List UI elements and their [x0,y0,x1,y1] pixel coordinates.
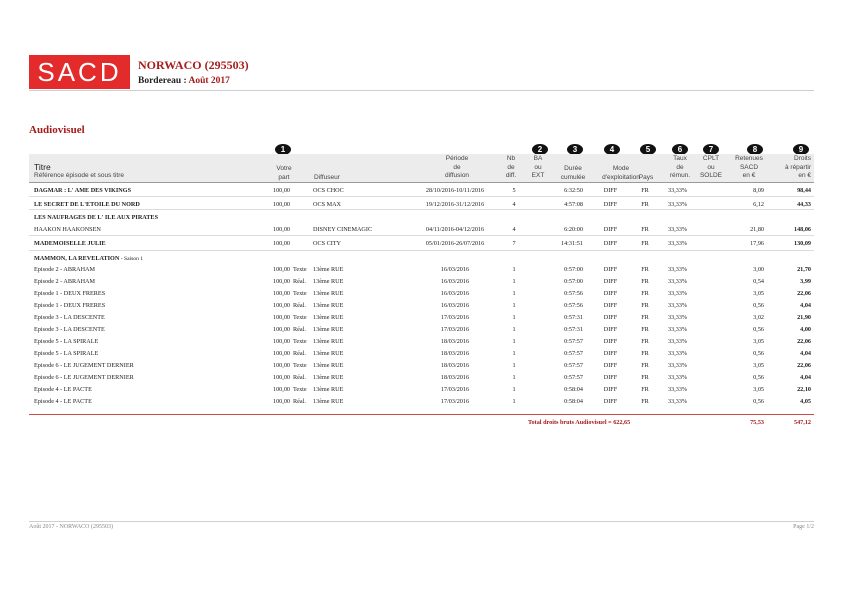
column-marker-5: 5 [640,144,656,155]
col-pays: Pays [638,174,654,181]
cell-title-season: - Saison 1 [119,256,144,262]
cell-nb-diff: 1 [512,266,516,273]
cell-title [34,266,95,274]
cell-title-text: Episode 3 - LA DESCENTE [34,326,105,333]
cell-periode: 18/03/2016 [440,350,470,357]
cell-taux: 33,33% [668,302,688,309]
cell-title-text: LE SECRET DE L'ETOILE DU NORD [34,201,140,208]
col-title: Titre [34,162,51,172]
row-divider [29,250,814,251]
cell-type: Réal. [293,374,306,381]
cell-retenues: 8,09 [753,187,764,194]
cell-taux: 33,33% [668,290,688,297]
cell-diffuseur: OCS CHOC [313,187,344,194]
cell-retenues: 0,56 [753,326,764,333]
cell-taux: 33,33% [668,187,688,194]
cell-droits: 22,06 [797,338,811,345]
cell-title-text: Episode 1 - DEUX FRERES [34,290,106,297]
cell-retenues: 3,05 [753,338,764,345]
cell-title-text: Episode 6 - LE JUGEMENT DERNIER [34,374,134,381]
col-title-sub: Référence épisode et sous titre [34,172,124,179]
column-marker-2: 2 [532,144,548,155]
cell-taux: 33,33% [668,362,688,369]
cell-nb-diff: 4 [512,226,516,233]
cell-type: Texte [293,338,307,345]
cell-droits: 148,06 [793,226,811,233]
cell-diffuseur: 13ème RUE [313,386,344,393]
cell-mode: DIFF [603,266,618,273]
cell-mode: DIFF [603,226,618,233]
column-marker-6: 6 [672,144,688,155]
cell-title [34,386,92,394]
cell-title-text: Episode 6 - LE JUGEMENT DERNIER [34,362,134,369]
cell-type: Texte [293,314,307,321]
cell-duree: 0:57:00 [564,278,583,285]
cell-diffuseur: OCS MAX [313,201,342,208]
cell-retenues: 0,56 [753,302,764,309]
cell-title-text: Episode 4 - LE PACTE [34,386,92,393]
cell-title-text: Episode 5 - LA SPIRALE [34,338,99,345]
cell-nb-diff: 1 [512,338,516,345]
cell-diffuseur: 13ème RUE [313,290,344,297]
cell-droits: 4,04 [800,350,811,357]
cell-title-text: Episode 2 - ABRAHAM [34,278,96,285]
cell-nb-diff: 1 [512,398,516,405]
cell-title [34,201,140,209]
cell-nb-diff: 1 [512,302,516,309]
cell-votre-part: 100,00 [272,398,290,405]
cell-droits: 44,33 [797,201,811,208]
cell-taux: 33,33% [668,266,688,273]
cell-nb-diff: 1 [512,350,516,357]
cell-droits: 130,09 [793,240,811,247]
cell-nb-diff: 1 [512,386,516,393]
cell-type: Réal. [293,302,306,309]
cell-votre-part: 100,00 [272,187,290,194]
cell-diffuseur: 13ème RUE [313,338,344,345]
cell-type: Réal. [293,398,306,405]
cell-taux: 33,33% [668,338,688,345]
cell-taux: 33,33% [668,386,688,393]
cell-duree: 14:31:51 [560,240,583,247]
cell-nb-diff: 1 [512,326,516,333]
cell-votre-part: 100,00 [272,326,290,333]
cell-mode: DIFF [603,290,618,297]
cell-duree: 0:57:00 [564,266,583,273]
col-ba-ext: BA ou EXT [531,155,545,179]
cell-mode: DIFF [603,302,618,309]
cell-nb-diff: 1 [512,362,516,369]
cell-nb-diff: 1 [512,290,516,297]
cell-mode: DIFF [603,314,618,321]
cell-duree: 0:57:56 [564,290,583,297]
cell-periode: 17/03/2016 [440,386,470,393]
cell-nb-diff: 5 [512,187,516,194]
bordereau-line [138,76,230,86]
cell-pays: FR [641,326,649,333]
cell-pays: FR [641,386,649,393]
col-nb-diff: Nb de diff. [505,155,517,179]
cell-retenues: 3,05 [753,362,764,369]
cell-title [34,374,134,382]
column-marker-7: 7 [703,144,719,155]
cell-pays: FR [641,240,649,247]
cell-pays: FR [641,201,649,208]
cell-diffuseur: 13ème RUE [313,314,344,321]
cell-pays: FR [641,350,649,357]
cell-taux: 33,33% [668,226,688,233]
cell-periode: 28/10/2016-10/11/2016 [425,187,485,194]
cell-title [34,314,105,322]
cell-title-text: HAAKON HAAKONSEN [34,226,101,233]
cell-pays: FR [641,302,649,309]
cell-title-text: LES NAUFRAGES DE L' ILE AUX PIRATES [34,214,159,221]
cell-type: Réal. [293,326,306,333]
column-marker-9: 9 [793,144,809,155]
total-divider [29,414,814,415]
cell-droits: 4,04 [800,374,811,381]
cell-pays: FR [641,374,649,381]
cell-droits: 22,06 [797,290,811,297]
cell-title-text: Episode 1 - DEUX FRERES [34,302,106,309]
cell-retenues: 3,00 [753,266,764,273]
total-retenues: 75,53 [750,419,764,426]
cell-droits: 98,44 [797,187,811,194]
col-taux: Taux de rémun. [669,155,691,179]
cell-diffuseur: 13ème RUE [313,326,344,333]
cell-title [34,362,134,370]
cell-mode: DIFF [603,374,618,381]
cell-retenues: 0,54 [753,278,764,285]
cell-retenues: 17,96 [750,240,764,247]
cell-pays: FR [641,290,649,297]
cell-periode: 05/01/2016-26/07/2016 [425,240,485,247]
cell-diffuseur: 13ème RUE [313,374,344,381]
cell-mode: DIFF [603,350,618,357]
cell-title-text: MADEMOISELLE JULIE [34,240,106,247]
cell-votre-part: 100,00 [272,386,290,393]
cell-periode: 19/12/2016-31/12/2016 [425,201,485,208]
cell-taux: 33,33% [668,240,688,247]
cell-votre-part: 100,00 [272,266,290,273]
cell-diffuseur: 13ème RUE [313,350,344,357]
cell-mode: DIFF [603,278,618,285]
cell-taux: 33,33% [668,201,688,208]
cell-droits: 4,00 [800,326,811,333]
cell-type: Texte [293,266,307,273]
cell-retenues: 3,05 [753,386,764,393]
cell-mode: DIFF [603,201,618,208]
cell-periode: 18/03/2016 [440,338,470,345]
cell-retenues: 0,56 [753,374,764,381]
cell-periode: 18/03/2016 [440,362,470,369]
cell-retenues: 3,05 [753,290,764,297]
cell-mode: DIFF [603,386,618,393]
column-marker-8: 8 [747,144,763,155]
cell-diffuseur: 13ème RUE [313,278,344,285]
total-droits: 547,12 [793,419,811,426]
row-divider [29,235,814,236]
cell-title-text: Episode 2 - ABRAHAM [34,266,96,273]
col-diffuseur: Diffuseur [314,174,340,181]
cell-votre-part: 100,00 [272,278,290,285]
footer-divider [29,521,814,522]
cell-periode: 04/11/2016-04/12/2016 [425,226,485,233]
cell-droits: 4,05 [800,398,811,405]
cell-type: Texte [293,290,307,297]
footer-page: Page 1/2 [793,524,814,530]
footer-left: Août 2017 - NORWACO (295503) [29,524,113,530]
cell-type: Texte [293,362,307,369]
cell-periode: 16/03/2016 [440,302,470,309]
cell-pays: FR [641,266,649,273]
cell-duree: 0:57:31 [564,314,583,321]
cell-taux: 33,33% [668,314,688,321]
cell-diffuseur: 13ème RUE [313,398,344,405]
cell-type: Texte [293,386,307,393]
cell-title [34,187,131,195]
cell-retenues: 0,56 [753,398,764,405]
cell-title [34,338,98,346]
cell-diffuseur: DISNEY CINEMAGIC [313,226,373,233]
cell-title [34,350,98,358]
row-divider [29,196,814,197]
cell-duree: 0:57:31 [564,326,583,333]
cell-periode: 16/03/2016 [440,290,470,297]
col-periode: Période de diffusion [444,155,470,179]
column-marker-1: 1 [275,144,291,155]
column-marker-3: 3 [567,144,583,155]
org-name: NORWACO (295503) [138,58,249,72]
cell-duree: 6:32:50 [564,187,583,194]
cell-votre-part: 100,00 [272,374,290,381]
cell-nb-diff: 4 [512,201,516,208]
cell-periode: 18/03/2016 [440,374,470,381]
cell-mode: DIFF [603,187,618,194]
cell-droits: 22,06 [797,362,811,369]
cell-pays: FR [641,398,649,405]
cell-periode: 16/03/2016 [440,278,470,285]
col-mode: Mode d'exploitation [602,165,640,181]
cell-title [34,290,105,298]
cell-nb-diff: 1 [512,314,516,321]
cell-taux: 33,33% [668,398,688,405]
cell-periode: 17/03/2016 [440,314,470,321]
cell-taux: 33,33% [668,374,688,381]
cell-title [34,214,158,222]
cell-title-text: DAGMAR : L' AME DES VIKINGS [34,187,132,194]
cell-taux: 33,33% [668,326,688,333]
cell-votre-part: 100,00 [272,350,290,357]
col-cplt: CPLT ou SOLDE [699,155,723,179]
cell-title [34,398,92,406]
cell-votre-part: 100,00 [272,240,290,247]
cell-mode: DIFF [603,338,618,345]
cell-droits: 4,04 [800,302,811,309]
cell-taux: 33,33% [668,350,688,357]
cell-title [34,226,101,234]
cell-periode: 17/03/2016 [440,326,470,333]
cell-diffuseur: 13ème RUE [313,266,344,273]
cell-droits: 22,10 [797,386,811,393]
cell-diffuseur: 13ème RUE [313,362,344,369]
cell-diffuseur: OCS CITY [313,240,342,247]
section-title: Audiovisuel [29,124,85,136]
cell-duree: 0:58:04 [564,386,583,393]
cell-duree: 0:57:57 [564,338,583,345]
cell-title-text: Episode 4 - LE PACTE [34,398,92,405]
cell-taux: 33,33% [668,278,688,285]
cell-pays: FR [641,187,649,194]
cell-retenues: 3,02 [753,314,764,321]
cell-votre-part: 100,00 [272,201,290,208]
cell-title-text: Episode 5 - LA SPIRALE [34,350,99,357]
cell-nb-diff: 1 [512,374,516,381]
cell-pays: FR [641,338,649,345]
cell-votre-part: 100,00 [272,226,290,233]
column-marker-4: 4 [604,144,620,155]
cell-nb-diff: 7 [512,240,516,247]
cell-duree: 0:57:57 [564,362,583,369]
cell-retenues: 0,56 [753,350,764,357]
col-duree: Durée cumulée [560,165,586,181]
cell-diffuseur: 13ème RUE [313,302,344,309]
cell-title [34,255,143,263]
bordereau-period: Août 2017 [188,76,230,86]
cell-droits: 21,70 [797,266,811,273]
cell-droits: 21,90 [797,314,811,321]
col-droits: Droits à répartir en € [784,155,811,179]
cell-pays: FR [641,278,649,285]
cell-votre-part: 100,00 [272,338,290,345]
cell-duree: 0:58:04 [564,398,583,405]
sacd-logo: SACD [29,55,130,89]
cell-retenues: 6,12 [753,201,764,208]
cell-duree: 0:57:56 [564,302,583,309]
cell-periode: 16/03/2016 [440,266,470,273]
cell-type: Réal. [293,350,306,357]
col-votre-part: Votre part [276,165,292,181]
cell-duree: 0:57:57 [564,374,583,381]
cell-votre-part: 100,00 [272,314,290,321]
cell-title-text: MAMMON, LA REVELATION [34,255,120,262]
cell-duree: 4:57:08 [564,201,583,208]
cell-mode: DIFF [603,326,618,333]
cell-title-text: Episode 3 - LA DESCENTE [34,314,105,321]
cell-title [34,302,105,310]
cell-duree: 0:57:57 [564,350,583,357]
cell-nb-diff: 1 [512,278,516,285]
cell-pays: FR [641,362,649,369]
cell-votre-part: 100,00 [272,362,290,369]
row-divider [29,209,814,210]
cell-title [34,326,105,334]
cell-votre-part: 100,00 [272,302,290,309]
cell-retenues: 21,80 [750,226,764,233]
header-divider [29,90,814,91]
cell-type: Réal. [293,278,306,285]
cell-droits: 3,99 [800,278,811,285]
cell-duree: 6:20:00 [564,226,583,233]
cell-title [34,240,106,248]
cell-mode: DIFF [603,398,618,405]
cell-title [34,278,95,286]
total-label: Total droits bruts Audiovisuel = 622,65 [528,419,631,426]
table-header [29,154,814,183]
cell-pays: FR [641,314,649,321]
col-retenues: Retenues SACD en € [735,155,763,179]
cell-mode: DIFF [603,240,618,247]
cell-periode: 17/03/2016 [440,398,470,405]
cell-mode: DIFF [603,362,618,369]
cell-pays: FR [641,226,649,233]
cell-votre-part: 100,00 [272,290,290,297]
bordereau-label: Bordereau : [138,76,187,86]
